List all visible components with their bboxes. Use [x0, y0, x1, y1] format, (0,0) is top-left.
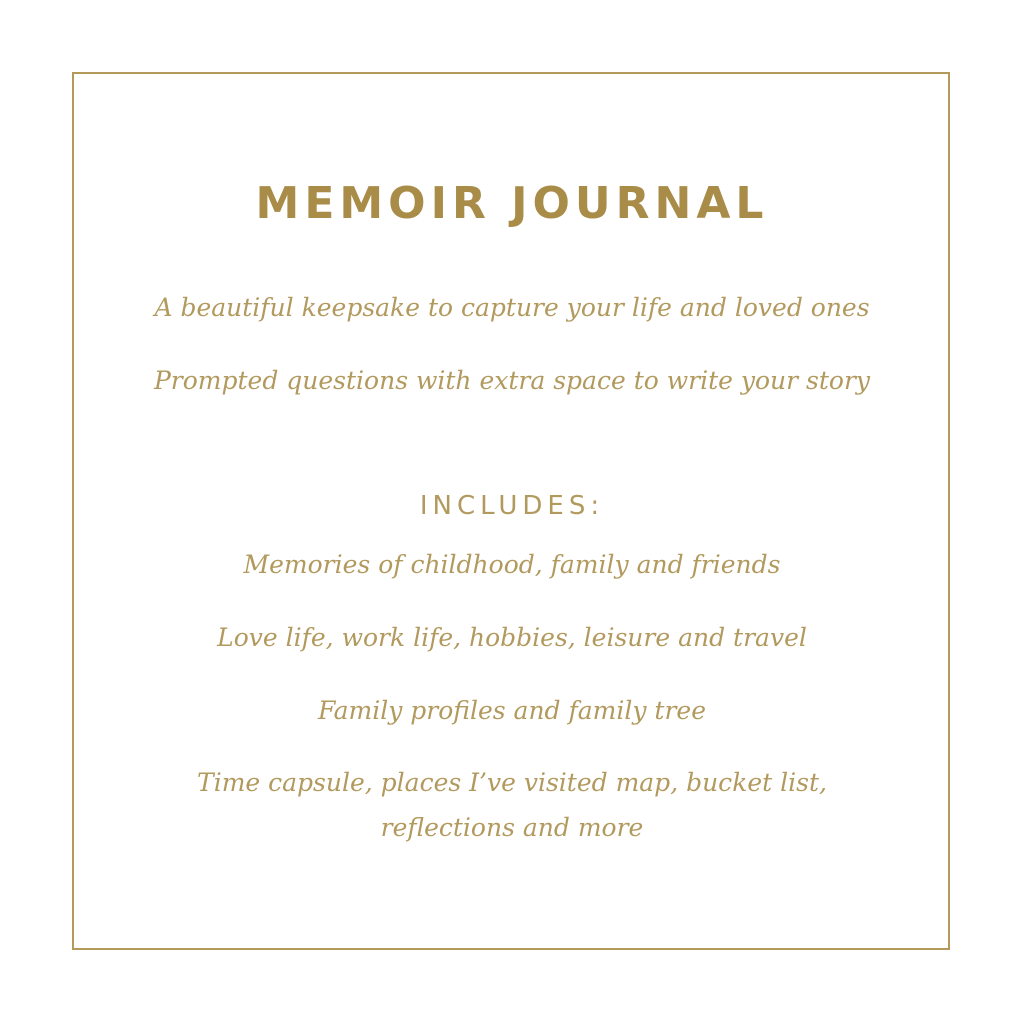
tagline-prompted-questions: Prompted questions with extra space to write your story [153, 366, 871, 395]
includes-heading: INCLUDES: [419, 491, 605, 521]
includes-item-family-profiles: Family profiles and family tree [317, 696, 707, 725]
includes-item-memories: Memories of childhood, family and friends [243, 550, 781, 579]
includes-item-time-capsule: Time capsule, places I’ve visited map, bucket list, [197, 768, 827, 797]
tagline-keepsake: A beautiful keepsake to capture your life and loved ones [154, 293, 870, 322]
includes-item-reflections: reflections and more [380, 813, 644, 842]
page-title: MEMOIR JOURNAL [255, 178, 769, 229]
includes-item-love-work-life: Love life, work life, hobbies, leisure and travel [217, 623, 807, 652]
